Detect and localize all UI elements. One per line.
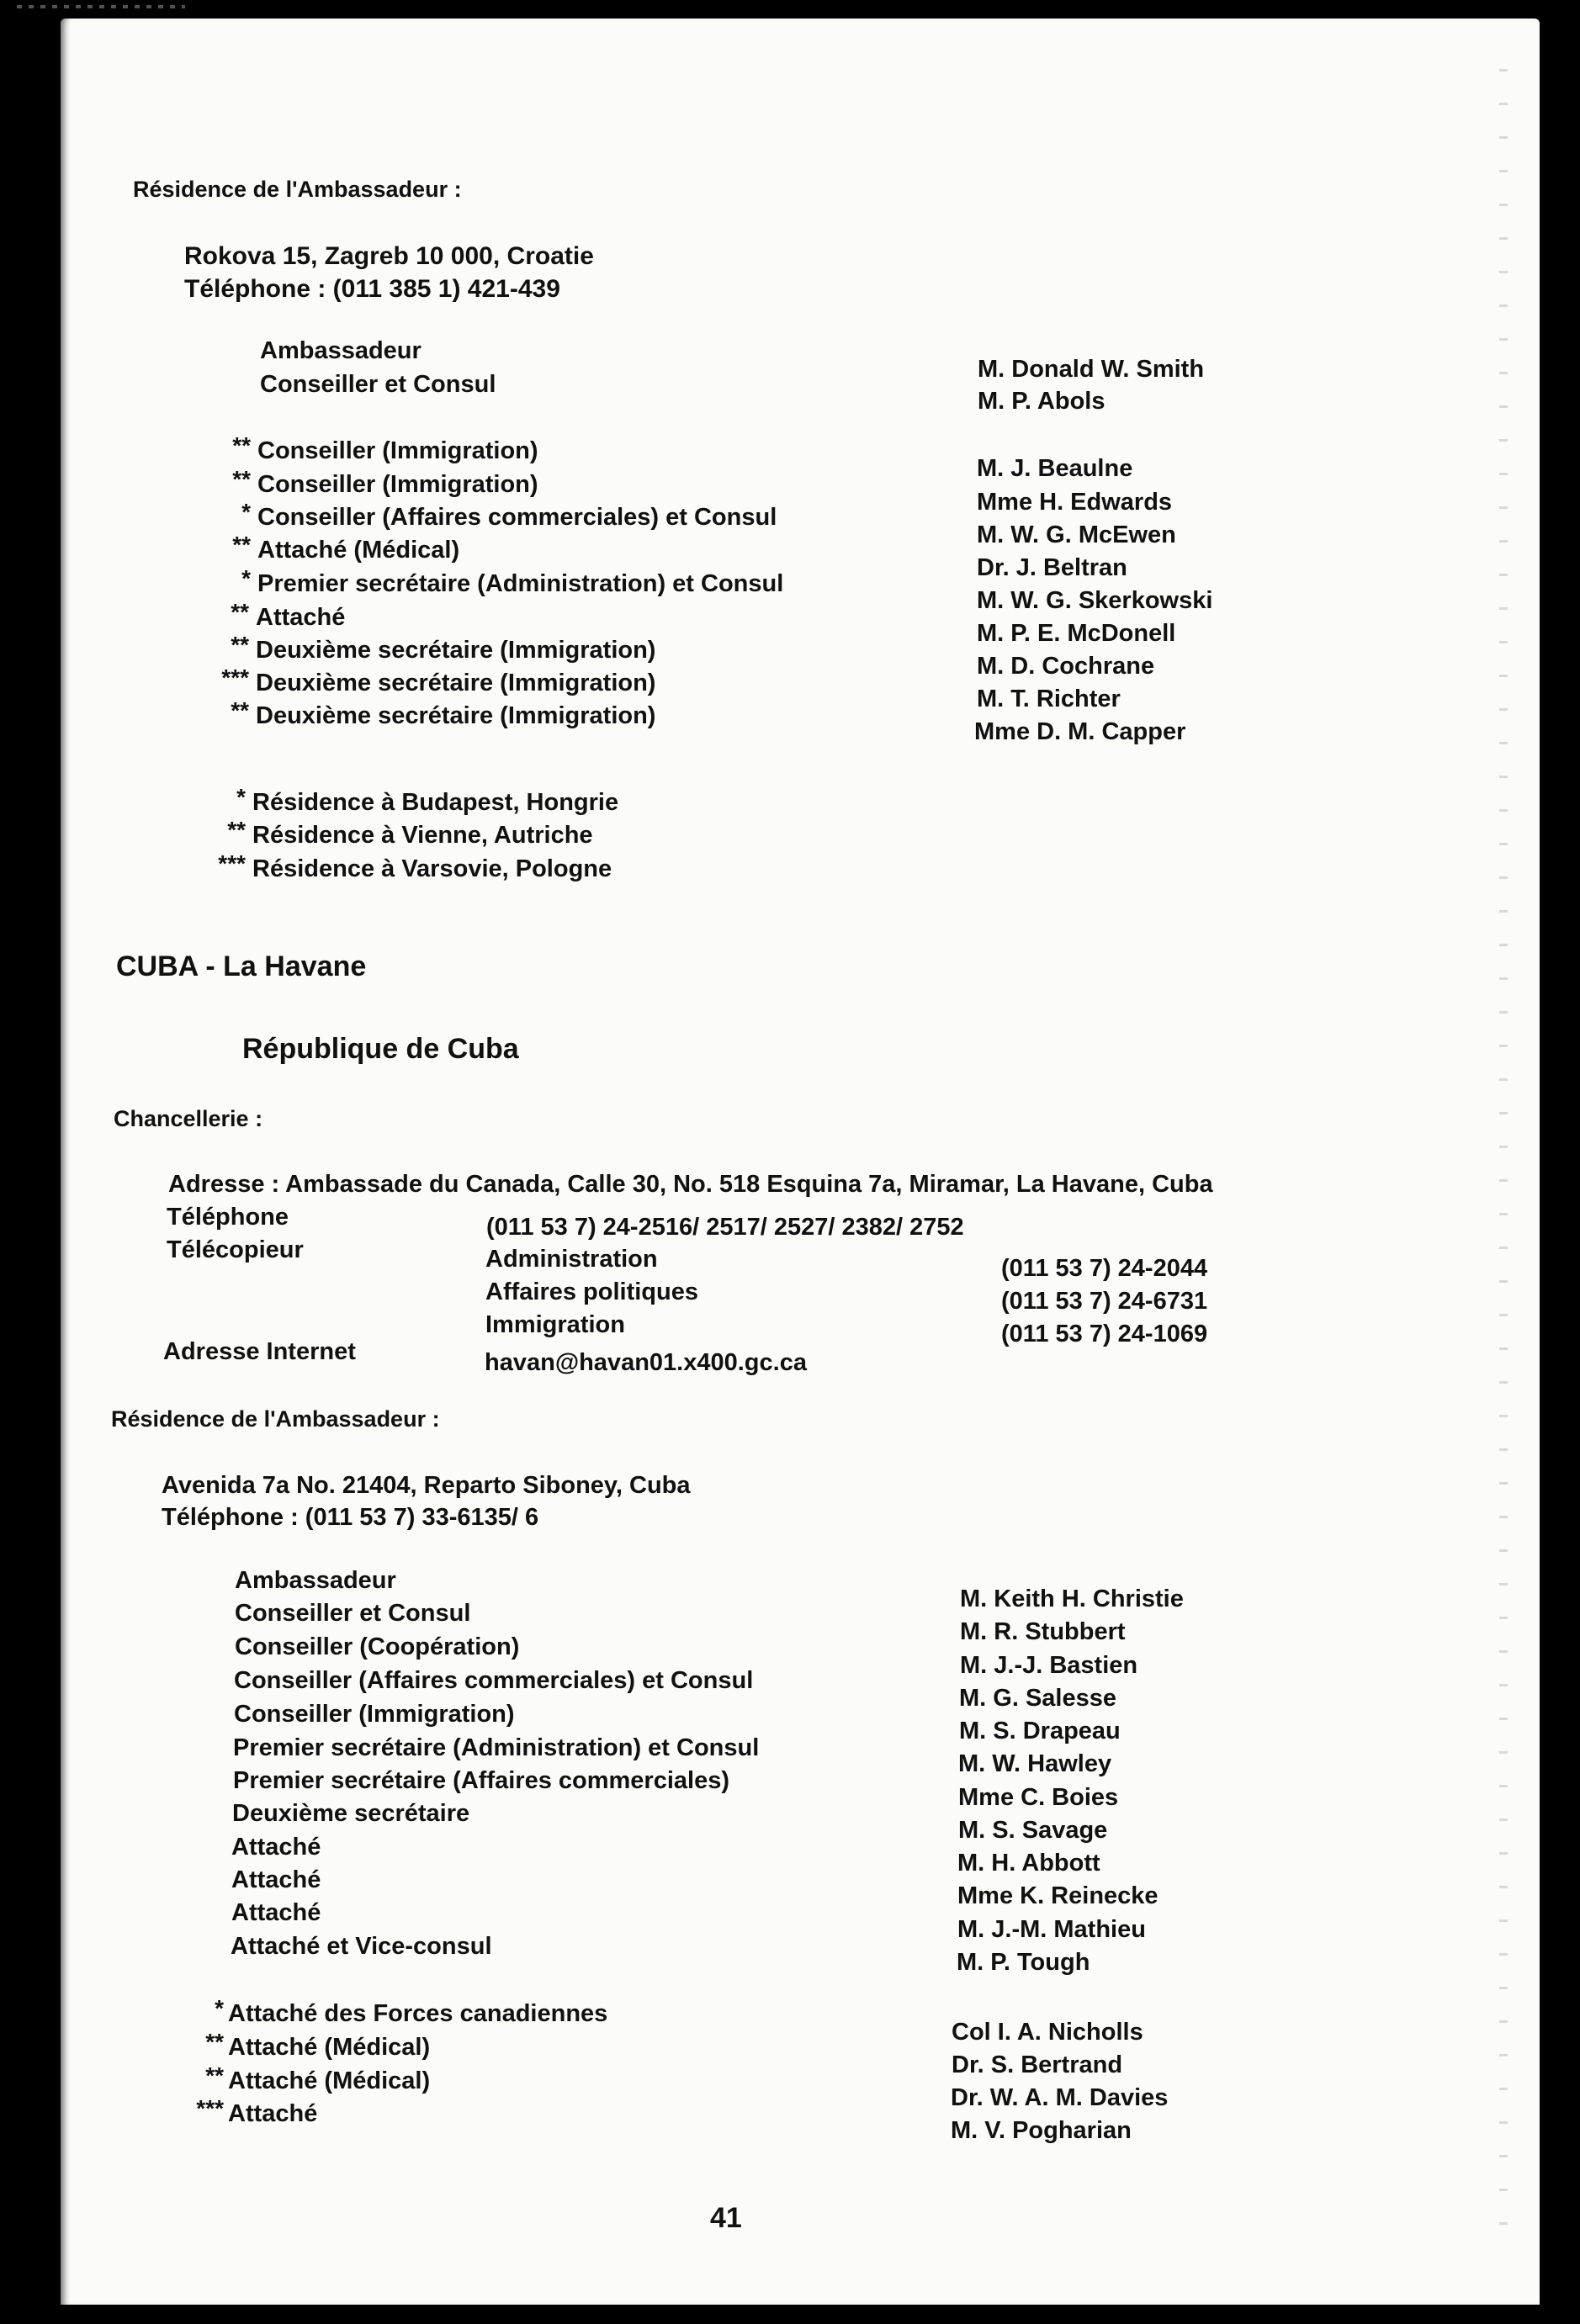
footnote-marker: **	[227, 817, 246, 843]
staff-role: Attaché (Médical)	[257, 537, 460, 564]
chancellerie-heading: Chancellerie :	[114, 1106, 263, 1131]
staff-role: Premier secrétaire (Administration) et Consul	[257, 570, 784, 597]
staff-name: M. G. Salesse	[959, 1685, 1116, 1712]
staff-role: Conseiller (Coopération)	[235, 1633, 520, 1660]
staff-name: M. S. Savage	[958, 1817, 1108, 1844]
fax-dept: Immigration	[485, 1311, 625, 1338]
footnote-marker: **	[231, 697, 249, 723]
footnote-marker: **	[205, 2062, 224, 2088]
staff-name: M. R. Stubbert	[960, 1618, 1126, 1645]
staff-role: Attaché	[256, 604, 346, 631]
staff-role: Conseiller (Immigration)	[234, 1701, 515, 1728]
footnote: Résidence à Budapest, Hongrie	[252, 789, 619, 816]
footnote-marker: *	[215, 1995, 224, 2021]
country-heading: CUBA - La Havane	[116, 950, 367, 982]
staff-role: Conseiller (Affaires commerciales) et Consul	[257, 504, 777, 531]
staff-name: M. Donald W. Smith	[978, 356, 1205, 383]
staff-role: Attaché et Vice-consul	[231, 1933, 492, 1960]
footnote-marker: **	[232, 532, 251, 558]
internet-value: havan@havan01.x400.gc.ca	[485, 1349, 807, 1376]
footnote-marker: ***	[218, 850, 246, 876]
staff-name: Mme D. M. Capper	[974, 718, 1186, 745]
staff-name: Mme H. Edwards	[977, 489, 1173, 516]
staff-name: M. P. E. McDonell	[977, 620, 1176, 647]
footnote: Résidence à Vienne, Autriche	[252, 822, 593, 849]
staff-name: Dr. S. Bertrand	[952, 2051, 1123, 2078]
staff-name: Mme C. Boies	[958, 1784, 1119, 1811]
staff-role: Ambassadeur	[260, 337, 422, 364]
staff-role: Premier secrétaire (Affaires commerciales)	[233, 1767, 729, 1794]
staff-name: M. W. G. McEwen	[977, 521, 1176, 548]
footnote-marker: ***	[196, 2095, 224, 2121]
footnote-marker: **	[232, 432, 251, 458]
fax-number: (011 53 7) 24-6731	[1001, 1288, 1208, 1315]
staff-role: Conseiller et Consul	[260, 371, 496, 398]
staff-role: Deuxième secrétaire (Immigration)	[256, 702, 656, 729]
residence-heading: Résidence de l'Ambassadeur :	[133, 177, 462, 202]
staff-role: Attaché	[228, 2100, 318, 2127]
staff-name: M. P. Abols	[978, 388, 1105, 415]
republic-heading: République de Cuba	[242, 1033, 519, 1065]
staff-name: M. V. Pogharian	[951, 2117, 1132, 2144]
internet-label: Adresse Internet	[163, 1338, 356, 1365]
fax-label: Télécopieur	[167, 1236, 304, 1263]
staff-role: Conseiller (Affaires commerciales) et Consul	[234, 1667, 754, 1694]
staff-name: Col I. A. Nicholls	[952, 2019, 1143, 2046]
staff-role: Attaché (Médical)	[228, 2034, 431, 2061]
residence-address: Rokova 15, Zagreb 10 000, Croatie	[184, 242, 594, 270]
staff-name: Dr. W. A. M. Davies	[951, 2084, 1169, 2111]
staff-role: Ambassadeur	[235, 1567, 396, 1594]
footnote-marker: **	[232, 466, 251, 492]
footnote-marker: ***	[221, 664, 249, 691]
footnote: Résidence à Varsovie, Pologne	[252, 855, 612, 882]
staff-role: Attaché (Médical)	[228, 2067, 431, 2094]
staff-name: M. J. Beaulne	[977, 455, 1133, 482]
residence-phone: Téléphone : (011 53 7) 33-6135/ 6	[162, 1504, 539, 1531]
staff-name: M. H. Abbott	[957, 1850, 1100, 1877]
fax-dept: Affaires politiques	[485, 1278, 698, 1305]
staff-name: M. W. G. Skerkowski	[977, 587, 1213, 614]
staff-role: Conseiller (Immigration)	[257, 437, 538, 464]
staff-name: Dr. J. Beltran	[977, 554, 1127, 581]
staff-role: Premier secrétaire (Administration) et Consul	[233, 1734, 760, 1761]
staff-role: Attaché des Forces canadiennes	[228, 2000, 608, 2027]
residence-phone: Téléphone : (011 385 1) 421-439	[184, 275, 560, 303]
footnote-marker: **	[231, 599, 249, 625]
chancellerie-address: Adresse : Ambassade du Canada, Calle 30, No. 518 Esquina 7a, Miramar, La Havane, Cuba	[168, 1171, 1213, 1198]
scan-top-border	[0, 0, 1580, 19]
residence-address: Avenida 7a No. 21404, Reparto Siboney, Cuba	[162, 1472, 691, 1499]
staff-name: M. J.-M. Mathieu	[957, 1916, 1146, 1943]
staff-role: Attaché	[231, 1834, 321, 1861]
staff-role: Conseiller (Immigration)	[257, 471, 538, 498]
staff-role: Attaché	[231, 1866, 321, 1893]
footnote-marker: **	[231, 632, 249, 658]
staff-name: M. Keith H. Christie	[960, 1586, 1184, 1612]
staff-role: Attaché	[231, 1899, 321, 1926]
scan-edge-noise	[1499, 69, 1508, 2256]
staff-name: M. J.-J. Bastien	[960, 1652, 1138, 1679]
staff-role: Deuxième secrétaire	[232, 1800, 470, 1827]
staff-role: Deuxième secrétaire (Immigration)	[256, 637, 656, 664]
phone-label: Téléphone	[167, 1204, 289, 1231]
staff-name: M. T. Richter	[977, 686, 1121, 712]
staff-name: M. W. Hawley	[958, 1750, 1112, 1777]
footnote-marker: *	[236, 784, 246, 810]
staff-name: M. P. Tough	[957, 1949, 1090, 1976]
staff-name: M. D. Cochrane	[977, 653, 1155, 680]
document-page	[61, 19, 1540, 2305]
page-number: 41	[710, 2202, 742, 2234]
fax-dept: Administration	[485, 1246, 658, 1273]
phone-value: (011 53 7) 24-2516/ 2517/ 2527/ 2382/ 2752	[486, 1214, 964, 1241]
staff-name: Mme K. Reinecke	[957, 1882, 1158, 1909]
fax-number: (011 53 7) 24-2044	[1001, 1255, 1208, 1282]
staff-role: Conseiller et Consul	[235, 1600, 471, 1627]
footnote-marker: *	[241, 565, 251, 591]
staff-name: M. S. Drapeau	[959, 1718, 1121, 1744]
residence-heading: Résidence de l'Ambassadeur :	[111, 1406, 440, 1432]
footnote-marker: **	[205, 2029, 224, 2055]
staff-role: Deuxième secrétaire (Immigration)	[256, 670, 656, 696]
footnote-marker: *	[241, 499, 251, 525]
fax-number: (011 53 7) 24-1069	[1001, 1321, 1208, 1347]
